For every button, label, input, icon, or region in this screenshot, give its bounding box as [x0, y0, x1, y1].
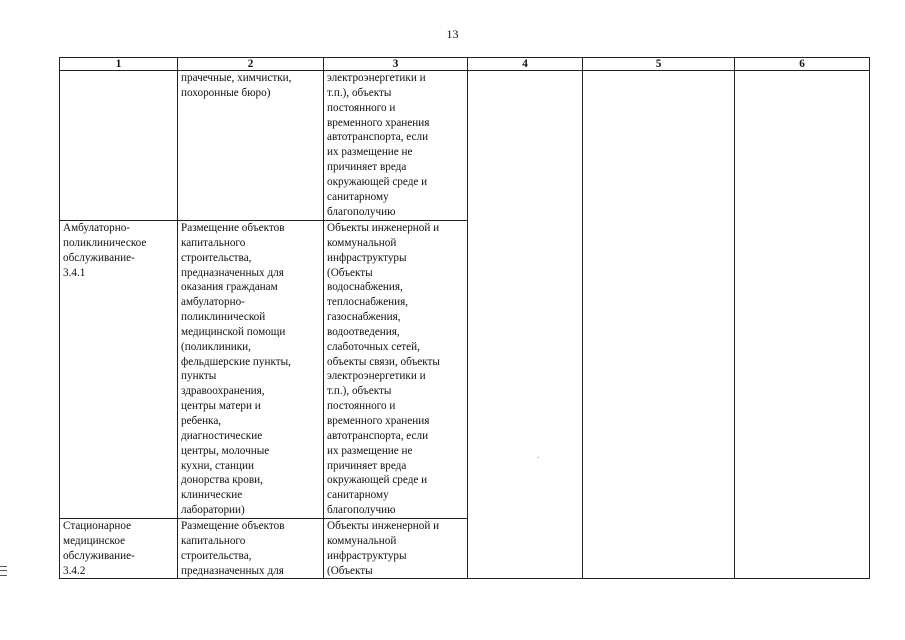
cell-text-line: окружающей среде и: [327, 175, 428, 188]
margin-mark: [0, 566, 7, 576]
page-number: 13: [446, 27, 459, 41]
cell-text-line: капитального: [181, 534, 246, 547]
header-col-2: 2: [178, 58, 324, 71]
cell-text-line: амбулаторно-: [181, 296, 245, 309]
cell-text-line: предназначенных для: [181, 266, 284, 279]
cell-text-line: инфраструктуры: [327, 251, 407, 264]
cell-text-line: (Объекты: [327, 266, 373, 279]
row-1-description: [178, 71, 324, 221]
cell-text-line: Объекты инженерной и: [327, 520, 440, 532]
row-3-description: [178, 519, 324, 579]
cell-text-line: санитарному: [327, 190, 389, 203]
cell-text-line: похоронные бюро): [181, 86, 271, 99]
cell-text-line: (Объекты: [327, 564, 373, 577]
cell-text-line: донорства крови,: [181, 474, 263, 487]
row-1-use-name: [60, 71, 178, 221]
row-3-auxiliary-uses: [324, 519, 468, 579]
row-2-use-name: [60, 221, 178, 519]
cell-text-line: причиняет вреда: [327, 161, 407, 174]
cell-text-line: центры матери и: [181, 400, 261, 413]
cell-text-line: (поликлиники,: [181, 340, 251, 353]
cell-text-line: благополучию: [327, 504, 396, 517]
cell-text-line: 3.4.1: [63, 266, 86, 279]
cell-text-line: Стационарное: [63, 520, 132, 532]
cell-text-line: Объекты инженерной и: [327, 222, 440, 234]
cell-text-line: фельдшерские пункты,: [181, 355, 291, 368]
row-2-description: [178, 221, 324, 519]
cell-text-line: строительства,: [181, 251, 252, 264]
header-col-4: 4: [468, 58, 583, 71]
cell-text-line: их размещение не: [327, 444, 413, 457]
cell-text-line: ребенка,: [181, 414, 222, 427]
cell-text-line: капитального: [181, 236, 246, 249]
cell-text-line: теплоснабжения,: [327, 296, 409, 309]
cell-text-line: т.п.), объекты: [327, 385, 392, 398]
cell-text-line: благополучию: [327, 205, 396, 218]
table-row: [60, 71, 870, 221]
cell-text-line: автотранспорта, если: [327, 429, 429, 442]
cell-text-line: постоянного и: [327, 400, 396, 413]
cell-text-line: Размещение объектов: [181, 222, 285, 234]
cell-text-line: обслуживание-: [63, 251, 135, 264]
cell-text-line: клинические: [181, 489, 243, 502]
cell-text-line: поликлинической: [181, 311, 266, 324]
header-col-3: 3: [324, 58, 468, 71]
column-4-cell: [468, 71, 583, 579]
cell-text-line: причиняет вреда: [327, 459, 407, 472]
row-1-auxiliary-uses: [324, 71, 468, 221]
cell-text-line: оказания гражданам: [181, 281, 278, 294]
cell-text-line: Амбулаторно-: [63, 222, 131, 234]
cell-text-line: лаборатории): [181, 504, 245, 517]
cell-text-line: временного хранения: [327, 414, 430, 427]
cell-text-line: коммунальной: [327, 534, 397, 547]
cell-text-line: водоснабжения,: [327, 281, 403, 294]
cell-text-line: обслуживание-: [63, 549, 135, 562]
cell-text-line: пункты: [181, 370, 217, 383]
cell-text-line: прачечные, химчистки,: [181, 72, 292, 84]
header-col-1: 1: [60, 58, 178, 71]
cell-text-line: газоснабжения,: [327, 311, 401, 324]
cell-text-line: диагностические: [181, 429, 263, 442]
header-col-6: 6: [735, 58, 870, 71]
cell-text-line: т.п.), объекты: [327, 86, 392, 99]
scan-speck: [538, 457, 539, 458]
cell-text-line: Размещение объектов: [181, 520, 285, 532]
cell-text-line: объекты связи, объекты: [327, 355, 440, 368]
cell-text-line: поликлиническое: [63, 236, 147, 249]
column-6-cell: [735, 71, 870, 579]
row-2-auxiliary-uses: [324, 221, 468, 519]
cell-text-line: электроэнергетики и: [327, 370, 426, 383]
cell-text-line: предназначенных для: [181, 564, 284, 577]
cell-text-line: окружающей среде и: [327, 474, 428, 487]
land-use-table: [59, 57, 870, 579]
cell-text-line: инфраструктуры: [327, 549, 407, 562]
header-col-5: 5: [583, 58, 735, 71]
cell-text-line: медицинское: [63, 534, 126, 547]
cell-text-line: здравоохранения,: [181, 385, 265, 398]
cell-text-line: медицинской помощи: [181, 325, 286, 338]
cell-text-line: коммунальной: [327, 236, 397, 249]
cell-text-line: слаботочных сетей,: [327, 340, 420, 353]
cell-text-line: электроэнергетики и: [327, 72, 426, 84]
cell-text-line: водоотведения,: [327, 325, 400, 338]
cell-text-line: строительства,: [181, 549, 252, 562]
cell-text-line: 3.4.2: [63, 564, 86, 577]
cell-text-line: временного хранения: [327, 116, 430, 129]
cell-text-line: постоянного и: [327, 101, 396, 114]
column-5-cell: [583, 71, 735, 579]
row-3-use-name: [60, 519, 178, 579]
header-row: [60, 58, 870, 71]
cell-text-line: их размещение не: [327, 146, 413, 159]
cell-text-line: санитарному: [327, 489, 389, 502]
cell-text-line: автотранспорта, если: [327, 131, 429, 144]
cell-text-line: центры, молочные: [181, 444, 270, 457]
cell-text-line: кухни, станции: [181, 459, 254, 472]
